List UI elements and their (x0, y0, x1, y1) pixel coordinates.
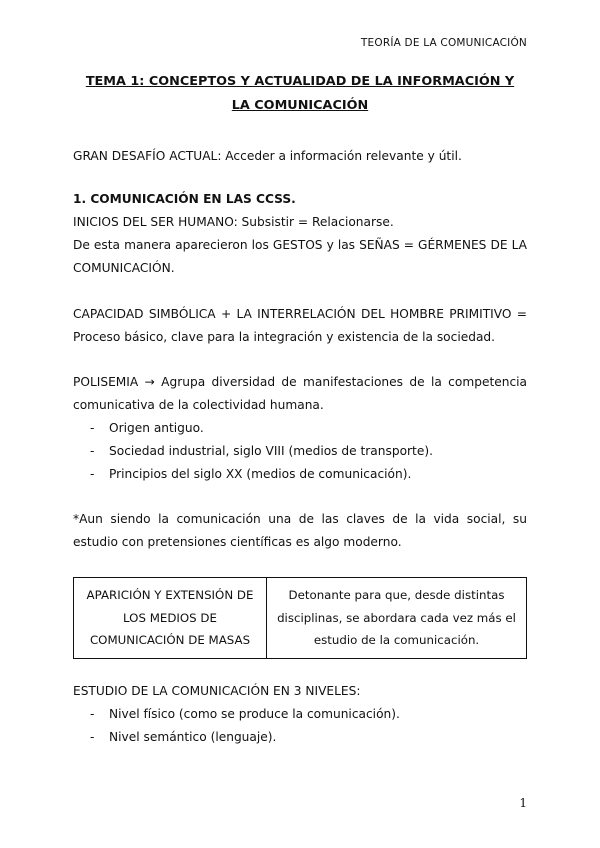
list-item: - Origen antiguo. (73, 417, 527, 440)
challenge-paragraph: GRAN DESAFÍO ACTUAL: Acceder a información relevante y útil. (73, 149, 462, 163)
list-item: - Nivel físico (como se produce la comunicación). (73, 703, 527, 726)
polysemy-paragraph: POLISEMIA → Agrupa diversidad de manifestaciones de la competencia comunicativa de la colectividad humana. (73, 375, 527, 412)
section-1-heading: 1. COMUNICACIÓN EN LAS CCSS. (73, 192, 296, 206)
title-line-2: LA COMUNICACIÓN (231, 98, 369, 113)
document-title (60, 70, 540, 118)
levels-heading: ESTUDIO DE LA COMUNICACIÓN EN 3 NIVELES: (73, 684, 361, 698)
list-item: - Sociedad industrial, siglo VIII (medios de transporte). (73, 440, 527, 463)
running-header: TEORÍA DE LA COMUNICACIÓN (360, 37, 527, 49)
symbolic-capacity-paragraph (73, 303, 527, 349)
symbolic-line-2: Proceso básico, clave para la integración y existencia de la sociedad. (73, 330, 496, 344)
gestures-line-2: COMUNICACIÓN. (73, 261, 175, 275)
levels-section (73, 680, 527, 749)
title-line-1: TEMA 1: CONCEPTOS Y ACTUALIDAD DE LA INFORMACIÓN Y (85, 74, 515, 89)
page-number: 1 (519, 796, 527, 810)
note-paragraph: *Aun siendo la comunicación una de las claves de la vida social, su estudio con pretensiones científicas es algo moderno. (73, 512, 527, 549)
beginnings-line: INICIOS DEL SER HUMANO: Subsistir = Relacionarse. (73, 215, 394, 229)
table-cell-left: APARICIÓN Y EXTENSIÓN DE LOS MEDIOS DE COMUNICACIÓN DE MASAS (74, 578, 267, 659)
table-cell-right: Detonante para que, desde distintas disciplinas, se abordara cada vez más el estudio de la comunicación. (267, 578, 527, 659)
symbolic-line-1: CAPACIDAD SIMBÓLICA + LA INTERRELACIÓN DEL HOMBRE PRIMITIVO = (73, 307, 527, 321)
levels-list (73, 703, 527, 749)
polysemy-list (73, 417, 527, 486)
list-item: - Nivel semántico (lenguaje). (73, 726, 527, 749)
gestures-line-1: De esta manera aparecieron los GESTOS y las SEÑAS = GÉRMENES DE LA (73, 238, 527, 252)
table-row (74, 578, 527, 659)
polysemy-section (73, 371, 527, 486)
section-1 (73, 188, 527, 280)
list-item: - Principios del siglo XX (medios de comunicación). (73, 463, 527, 486)
mass-media-table (73, 577, 527, 659)
